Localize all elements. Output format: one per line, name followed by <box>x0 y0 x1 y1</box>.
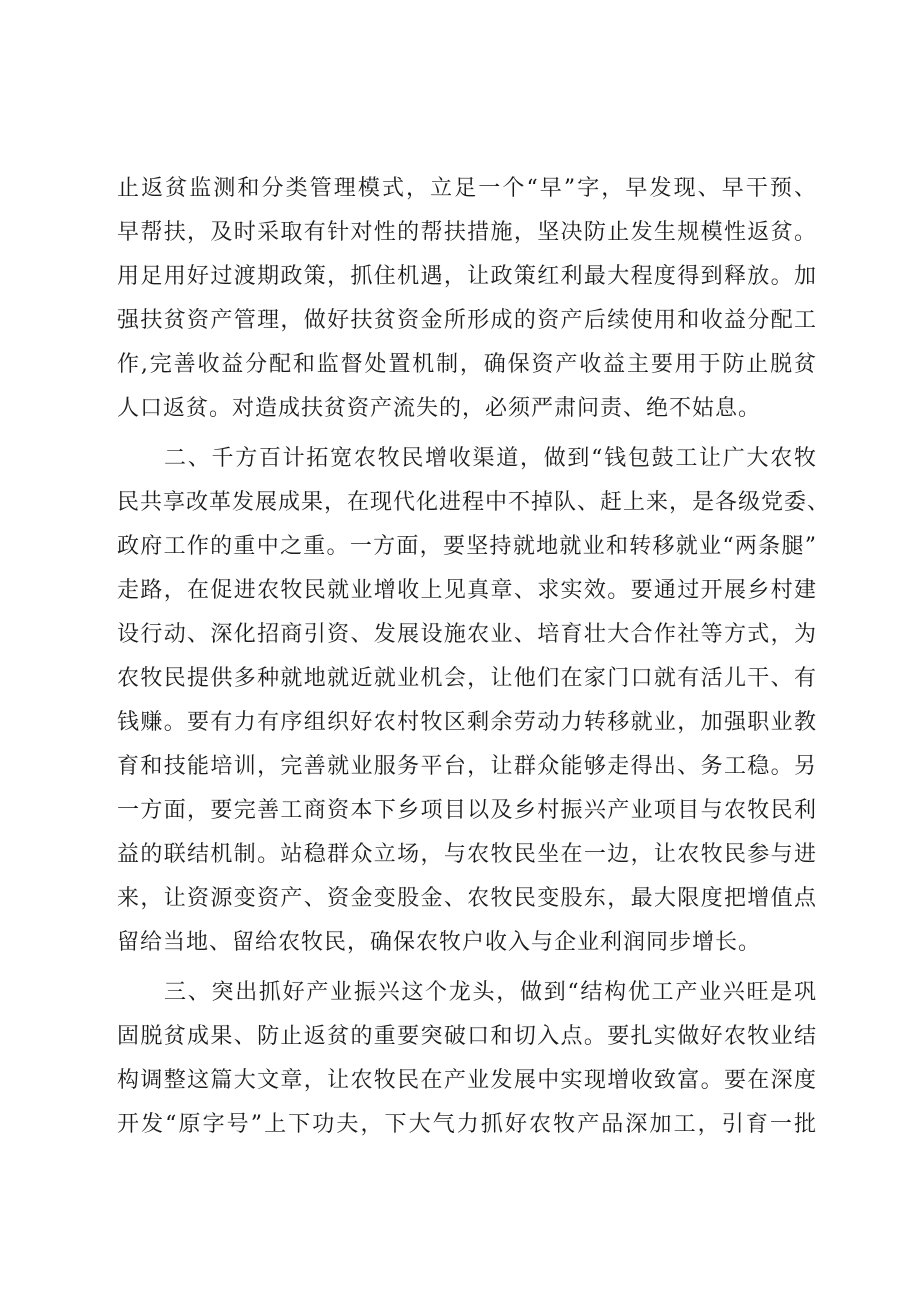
text-line: 留给当地、留给农牧民，确保农牧户收入与企业利润同步增长。 <box>117 930 762 955</box>
text-line: 三、突出抓好产业振兴这个龙头，做到“结构优工产业兴旺是巩 <box>164 980 817 1005</box>
text-line: 农牧民提供多种就地就近就业机会，让他们在家门口就有活儿干、有 <box>117 666 817 691</box>
document-body <box>117 167 831 1147</box>
text-line: 二、千方百计拓宽农牧民增收渠道，做到“钱包鼓工让广大农牧 <box>164 446 817 471</box>
text-line: 来，让资源变资产、资金变股金、农牧民变股东，最大限度把增值点 <box>117 886 817 911</box>
text-line: 作,完善收益分配和监督处置机制，确保资产收益主要用于防止脱贫 <box>117 352 817 377</box>
text-line: 一方面，要完善工商资本下乡项目以及乡村振兴产业项目与农牧民利 <box>117 798 817 823</box>
text-line: 开发“原字号”上下功夫，下大气力抓好农牧产品深加工，引育一批 <box>117 1112 817 1137</box>
text-line: 构调整这篇大文章，让农牧民在产业发展中实现增收致富。要在深度 <box>117 1068 817 1093</box>
paragraph <box>117 437 831 965</box>
text-line: 止返贫监测和分类管理模式，立足一个“早”字，早发现、早干预、 <box>117 176 817 201</box>
text-line: 钱赚。要有力有序组织好农村牧区剩余劳动力转移就业，加强职业教 <box>117 710 817 735</box>
text-line: 用足用好过渡期政策，抓住机遇，让政策红利最大程度得到释放。加 <box>117 264 817 289</box>
text-line: 强扶贫资产管理，做好扶贫资金所形成的资产后续使用和收益分配工 <box>117 308 817 333</box>
text-line: 民共享改革发展成果，在现代化进程中不掉队、赶上来，是各级党委、 <box>117 490 831 515</box>
text-line: 设行动、深化招商引资、发展设施农业、培育壮大合作社等方式，为 <box>117 622 817 647</box>
text-line: 益的联结机制。站稳群众立场，与农牧民坐在一边，让农牧民参与进 <box>117 842 817 867</box>
paragraph <box>117 971 817 1147</box>
text-line: 走路，在促进农牧民就业增收上见真章、求实效。要通过开展乡村建 <box>117 578 817 603</box>
text-line: 早帮扶，及时采取有针对性的帮扶措施，坚决防止发生规模性返贫。 <box>117 220 817 245</box>
paragraph <box>117 167 817 431</box>
text-line: 人口返贫。对造成扶贫资产流失的，必须严肃问责、绝不姑息。 <box>117 396 762 421</box>
text-line: 固脱贫成果、防止返贫的重要突破口和切入点。要扎实做好农牧业结 <box>117 1024 817 1049</box>
text-line: 政府工作的重中之重。一方面，要坚持就地就业和转移就业“两条腿” <box>117 534 817 559</box>
text-line: 育和技能培训，完善就业服务平台，让群众能够走得出、务工稳。另 <box>117 754 817 779</box>
